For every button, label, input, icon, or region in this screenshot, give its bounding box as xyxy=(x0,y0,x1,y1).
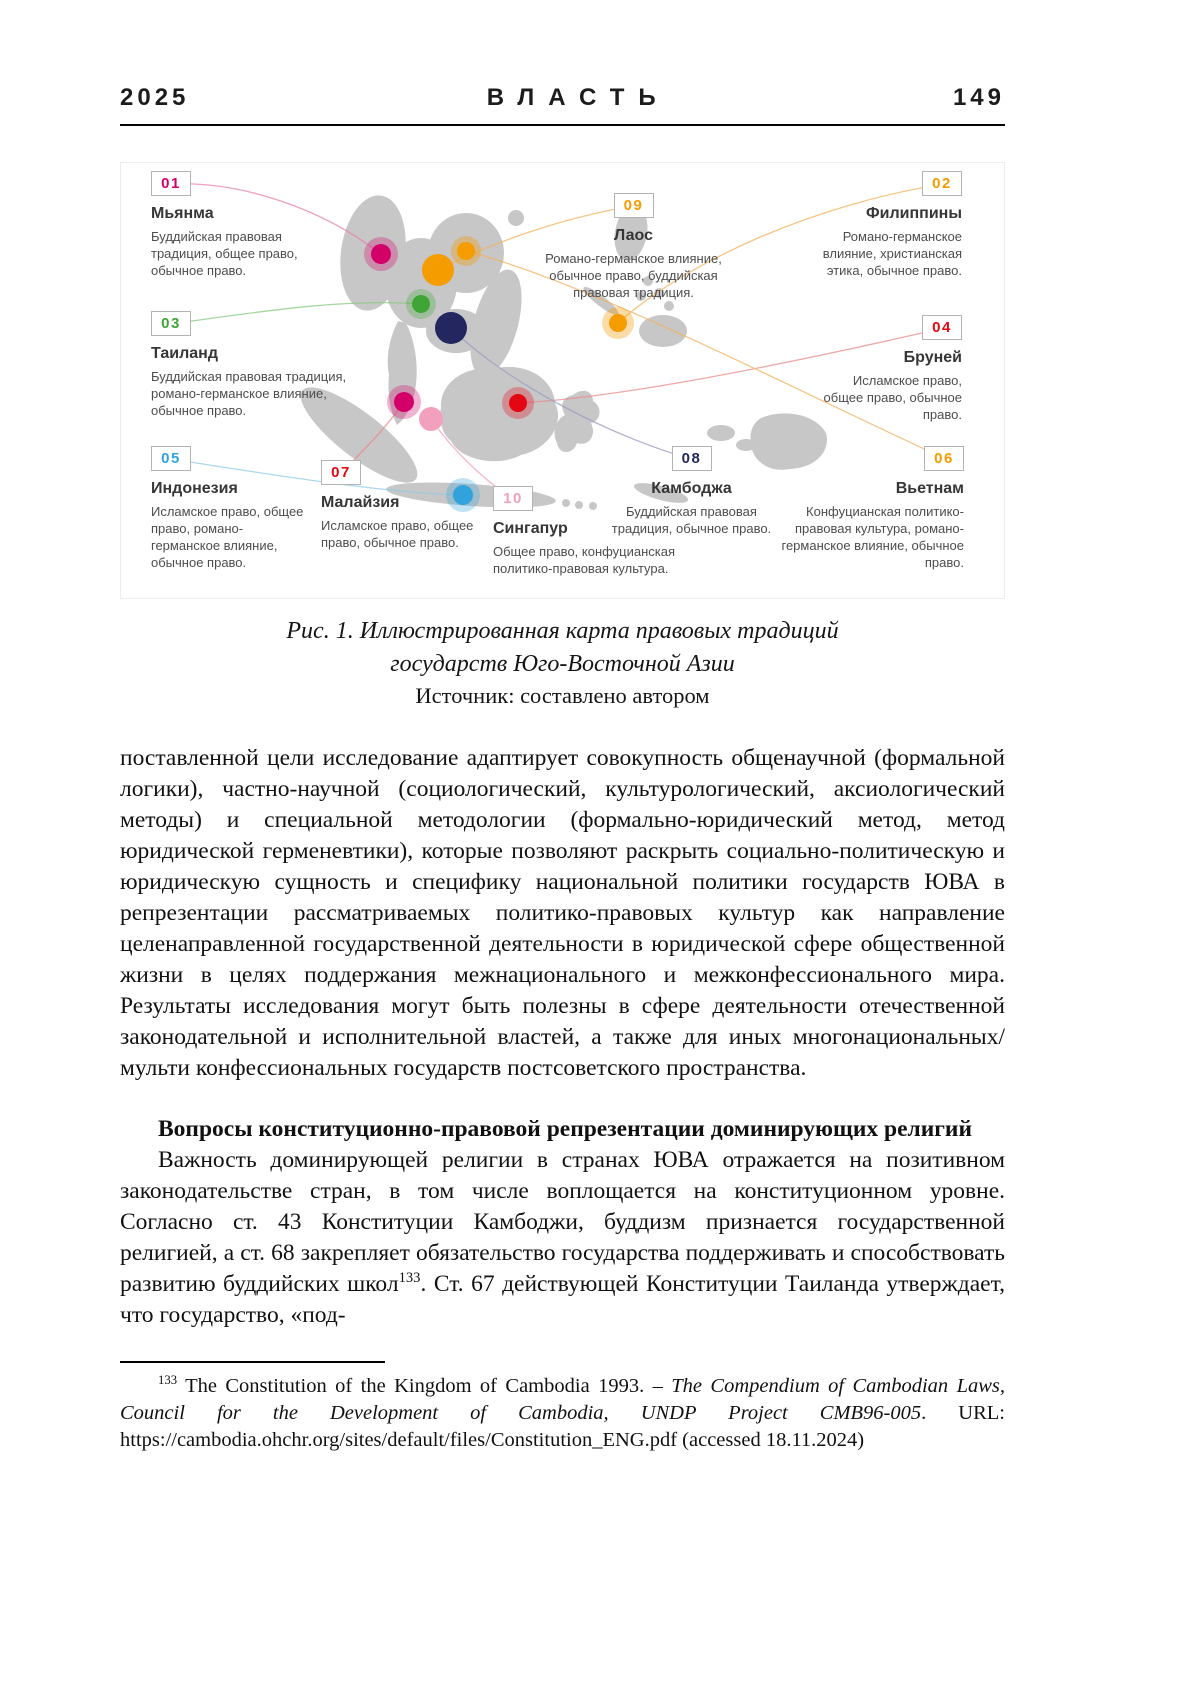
footnote-text-b: . URL: https://cambodia.ohchr.org/sites/default/files/Constitution_ENG.pdf (accessed 18.11.2024) xyxy=(120,1402,1005,1452)
country-number: 05 xyxy=(161,450,181,467)
footnote-block xyxy=(120,1361,1005,1454)
country-name: Таиланд xyxy=(151,345,218,362)
country-number-badge xyxy=(614,193,654,218)
country-label-singapore xyxy=(493,486,678,578)
page-number: 149 xyxy=(952,84,1005,111)
country-description: Романо-германское влияние, христианская этика, обычное право. xyxy=(822,229,962,278)
caption-line-1: Рис. 1. Иллюстрированная карта правовых традиций xyxy=(286,618,839,644)
country-name: Малайзия xyxy=(321,494,400,511)
header-rule xyxy=(120,124,1005,126)
country-description: Исламское право, общее право, романо-германское влияние, обычное право. xyxy=(151,504,304,570)
country-name: Бруней xyxy=(903,349,962,366)
country-description: Конфуцианская политико-правовая культура, романо-германское влияние, обычное право. xyxy=(781,504,964,570)
body-paragraph-2 xyxy=(120,1145,1005,1331)
header-year: 2025 xyxy=(120,84,190,111)
country-name: Лаос xyxy=(614,227,653,244)
country-name: Индонезия xyxy=(151,480,238,497)
country-label-philippines xyxy=(787,171,962,280)
country-label-laos xyxy=(526,193,741,302)
caption-line-2: государств Юго-Восточной Азии xyxy=(390,651,735,678)
country-number: 07 xyxy=(331,464,351,481)
paragraph-2-text-a: Важность доминирующей религии в странах ЮВА отражается на позитивном законодательстве стран, в том числе воплощается на конституционном уровне. Согласно ст. 43 Конституции Камбоджи, буддизм признается государственной религией, а ст. 68 закрепляет обязательство государства поддерживать и способствовать развитию буддийских школ xyxy=(120,1147,1005,1298)
country-name: Камбоджа xyxy=(651,480,732,497)
country-number: 02 xyxy=(932,175,952,192)
caption-source: Источник: составлено автором xyxy=(415,683,710,709)
figure-caption xyxy=(120,615,1005,709)
country-number-badge xyxy=(151,311,191,336)
figure-legal-traditions-map xyxy=(120,162,1005,599)
country-name: Вьетнам xyxy=(895,480,964,497)
country-number: 04 xyxy=(932,319,952,336)
country-name: Филиппины xyxy=(866,205,962,222)
country-number-badge xyxy=(321,460,361,485)
country-number-badge xyxy=(151,171,191,196)
article-body xyxy=(120,743,1005,1331)
section-heading: Вопросы конституционно-правовой репрезентации доминирующих религий xyxy=(158,1116,972,1143)
country-label-brunei xyxy=(812,315,962,424)
country-description: Исламское право, общее право, обычное право. xyxy=(823,373,962,422)
footnote-marker: 133 xyxy=(158,1373,178,1388)
footnote-reference-133: 133 xyxy=(398,1270,421,1287)
country-number-badge xyxy=(672,446,712,471)
country-number: 10 xyxy=(503,490,523,507)
footnote-text-italic: The Compendium of Cambodian Laws, Council for the Development of Cambodia, UNDP Project CMB96-005 xyxy=(120,1375,1006,1425)
country-name: Сингапур xyxy=(493,520,568,537)
country-number-badge xyxy=(922,315,962,340)
country-label-indonesia xyxy=(151,446,311,572)
country-name: Мьянма xyxy=(151,205,214,222)
page-content xyxy=(120,0,1005,1454)
country-description: Романо-германское влияние, обычное право, буддийская правовая традиция. xyxy=(545,251,722,300)
country-number: 03 xyxy=(161,315,181,332)
country-label-vietnam xyxy=(764,446,964,572)
country-label-thailand xyxy=(151,311,359,420)
paragraph-2-text-b: . Ст. 67 действующей Конституции Таиланда утверждает, что государство, «под- xyxy=(120,1271,1005,1329)
country-label-malaysia xyxy=(321,460,481,552)
running-head xyxy=(120,84,1005,112)
footnote-text-a: The Constitution of the Kingdom of Cambodia 1993. – xyxy=(177,1375,672,1398)
country-number-badge xyxy=(922,171,962,196)
country-number: 08 xyxy=(681,450,702,467)
country-number-badge xyxy=(924,446,964,471)
footnote-text xyxy=(120,1373,1005,1454)
country-label-myanmar xyxy=(151,171,319,280)
country-description: Буддийская правовая традиция, обычное право. xyxy=(611,504,772,536)
country-description: Общее право, конфуцианская политико-правовая культура. xyxy=(493,544,676,576)
country-number: 09 xyxy=(623,197,644,214)
country-number-badge xyxy=(493,486,533,511)
body-paragraph-1: поставленной цели исследование адаптирует совокупность общенаучной (формальной логики), частно-научной (социологический, культурологический, аксиологический методы) и специальной методологии (формально-юридический метод, метод юридической герменевтики), которые позволяют раскрыть социально-политическую и юридическую сущность и специфику национальной политики государств ЮВА в репрезентации рассматриваемых политико-правовых культур как направление целенаправленной государственной деятельности в юридической сфере общественной жизни в целях поддержания межнационального и межконфессионального мира. Результаты исследования могут быть полезны в сфере деятельности отечественной законодательной и исполнительной властей, а также для иных многонациональных/мульти конфессиональных государств постсоветского пространства. xyxy=(120,745,1005,1082)
country-description: Буддийская правовая традиция, романо-германское влияние, обычное право. xyxy=(151,369,347,418)
country-description: Исламское право, общее право, обычное право. xyxy=(321,518,474,550)
country-description: Буддийская правовая традиция, общее право, обычное право. xyxy=(151,229,298,278)
journal-title: ВЛАСТЬ xyxy=(486,84,670,111)
country-number-badge xyxy=(151,446,191,471)
country-number: 01 xyxy=(161,175,181,192)
footnote-separator xyxy=(120,1361,385,1363)
country-number: 06 xyxy=(934,450,954,467)
